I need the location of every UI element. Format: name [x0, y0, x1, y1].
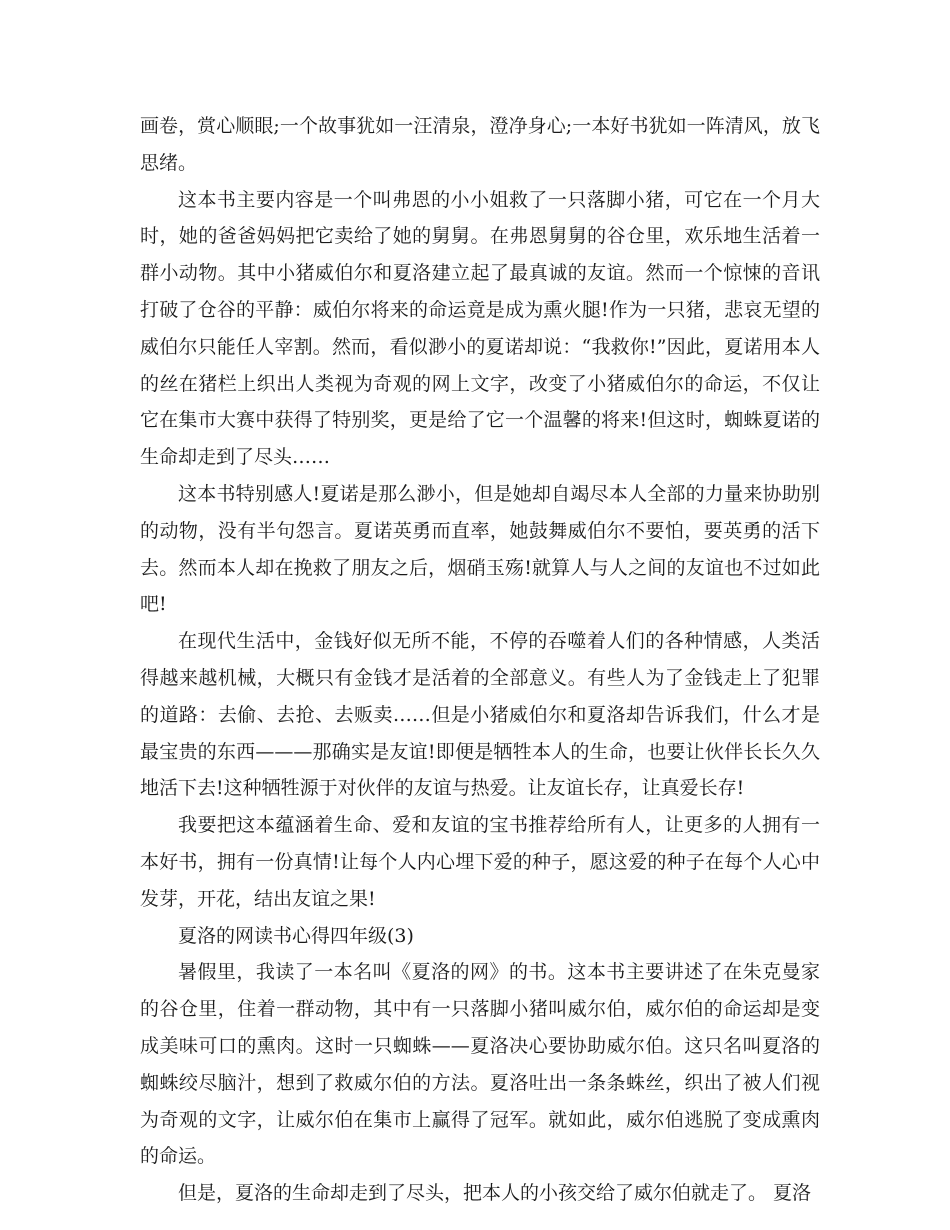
paragraph-continuation: 画卷，赏心顺眼;一个故事犹如一汪清泉，澄净身心;一本好书犹如一阵清风，放飞思绪。: [140, 115, 820, 174]
paragraph-modern-life: 在现代生活中，金钱好似无所不能，不停的吞噬着人们的各种情感，人类活得越来越机械，大概只有金钱才是活着的全部意义。有些人为了金钱走上了犯罪的道路：去偷、去抢、去贩卖……但是小猪威伯尔和夏洛却告诉我们，什么才是最宝贵的东西———那确实是友谊!即便是牺牲本人的生命，也要让伙伴长长久久地活下去!这种牺牲源于对伙伴的友谊与热爱。让友谊长存，让真爱长存!: [140, 630, 820, 800]
paragraph-summer-reading: 暑假里，我读了一本名叫《夏洛的网》的书。这本书主要讲述了在朱克曼家的谷仓里，住着一群动物，其中有一只落脚小猪叫威尔伯，威尔伯的命运却是变成美味可口的熏肉。这时一只蜘蛛——夏洛决心要协助威尔伯。这只名叫夏洛的蜘蛛绞尽脑汁，想到了救威尔伯的方法。夏洛吐出一条条蛛丝，织出了被人们视为奇观的文字，让威尔伯在集市上赢得了冠军。就如此，威尔伯逃脱了变成熏肉的命运。: [140, 961, 820, 1168]
paragraph-feeling: 这本书特别感人!夏诺是那么渺小，但是她却自竭尽本人全部的力量来协助别的动物，没有半句怨言。夏诺英勇而直率，她鼓舞威伯尔不要怕，要英勇的活下去。然而本人却在挽救了朋友之后，烟硝玉殇!就算人与人之间的友谊也不过如此吧!: [140, 482, 820, 616]
paragraph-summary: 这本书主要内容是一个叫弗恩的小小姐救了一只落脚小猪，可它在一个月大时，她的爸爸妈妈把它卖给了她的舅舅。在弗恩舅舅的谷仓里，欢乐地生活着一群小动物。其中小猪威伯尔和夏洛建立起了最真诚的友谊。然而一个惊悚的音讯打破了仓谷的平静：威伯尔将来的命运竟是成为熏火腿!作为一只猪，悲哀无望的威伯尔只能任人宰割。然而，看似渺小的夏诺却说：“我救你!”因此，夏诺用本人的丝在猪栏上织出人类视为奇观的网上文字，改变了小猪威伯尔的命运，不仅让它在集市大赛中获得了特别奖，更是给了它一个温馨的将来!但这时，蜘蛛夏诺的生命却走到了尽头……: [140, 188, 820, 469]
section-heading: 夏洛的网读书心得四年级(3): [178, 924, 414, 947]
document-body: [140, 108, 820, 1212]
paragraph-ending: 但是，夏洛的生命却走到了尽头，把本人的小孩交给了威尔伯就走了。 夏洛: [178, 1182, 812, 1205]
paragraph-recommendation: 我要把这本蕴涵着生命、爱和友谊的宝书推荐给所有人，让更多的人拥有一本好书，拥有一份真情!让每个人内心埋下爱的种子，愿这爱的种子在每个人心中发芽，开花，结出友谊之果!: [140, 814, 820, 910]
